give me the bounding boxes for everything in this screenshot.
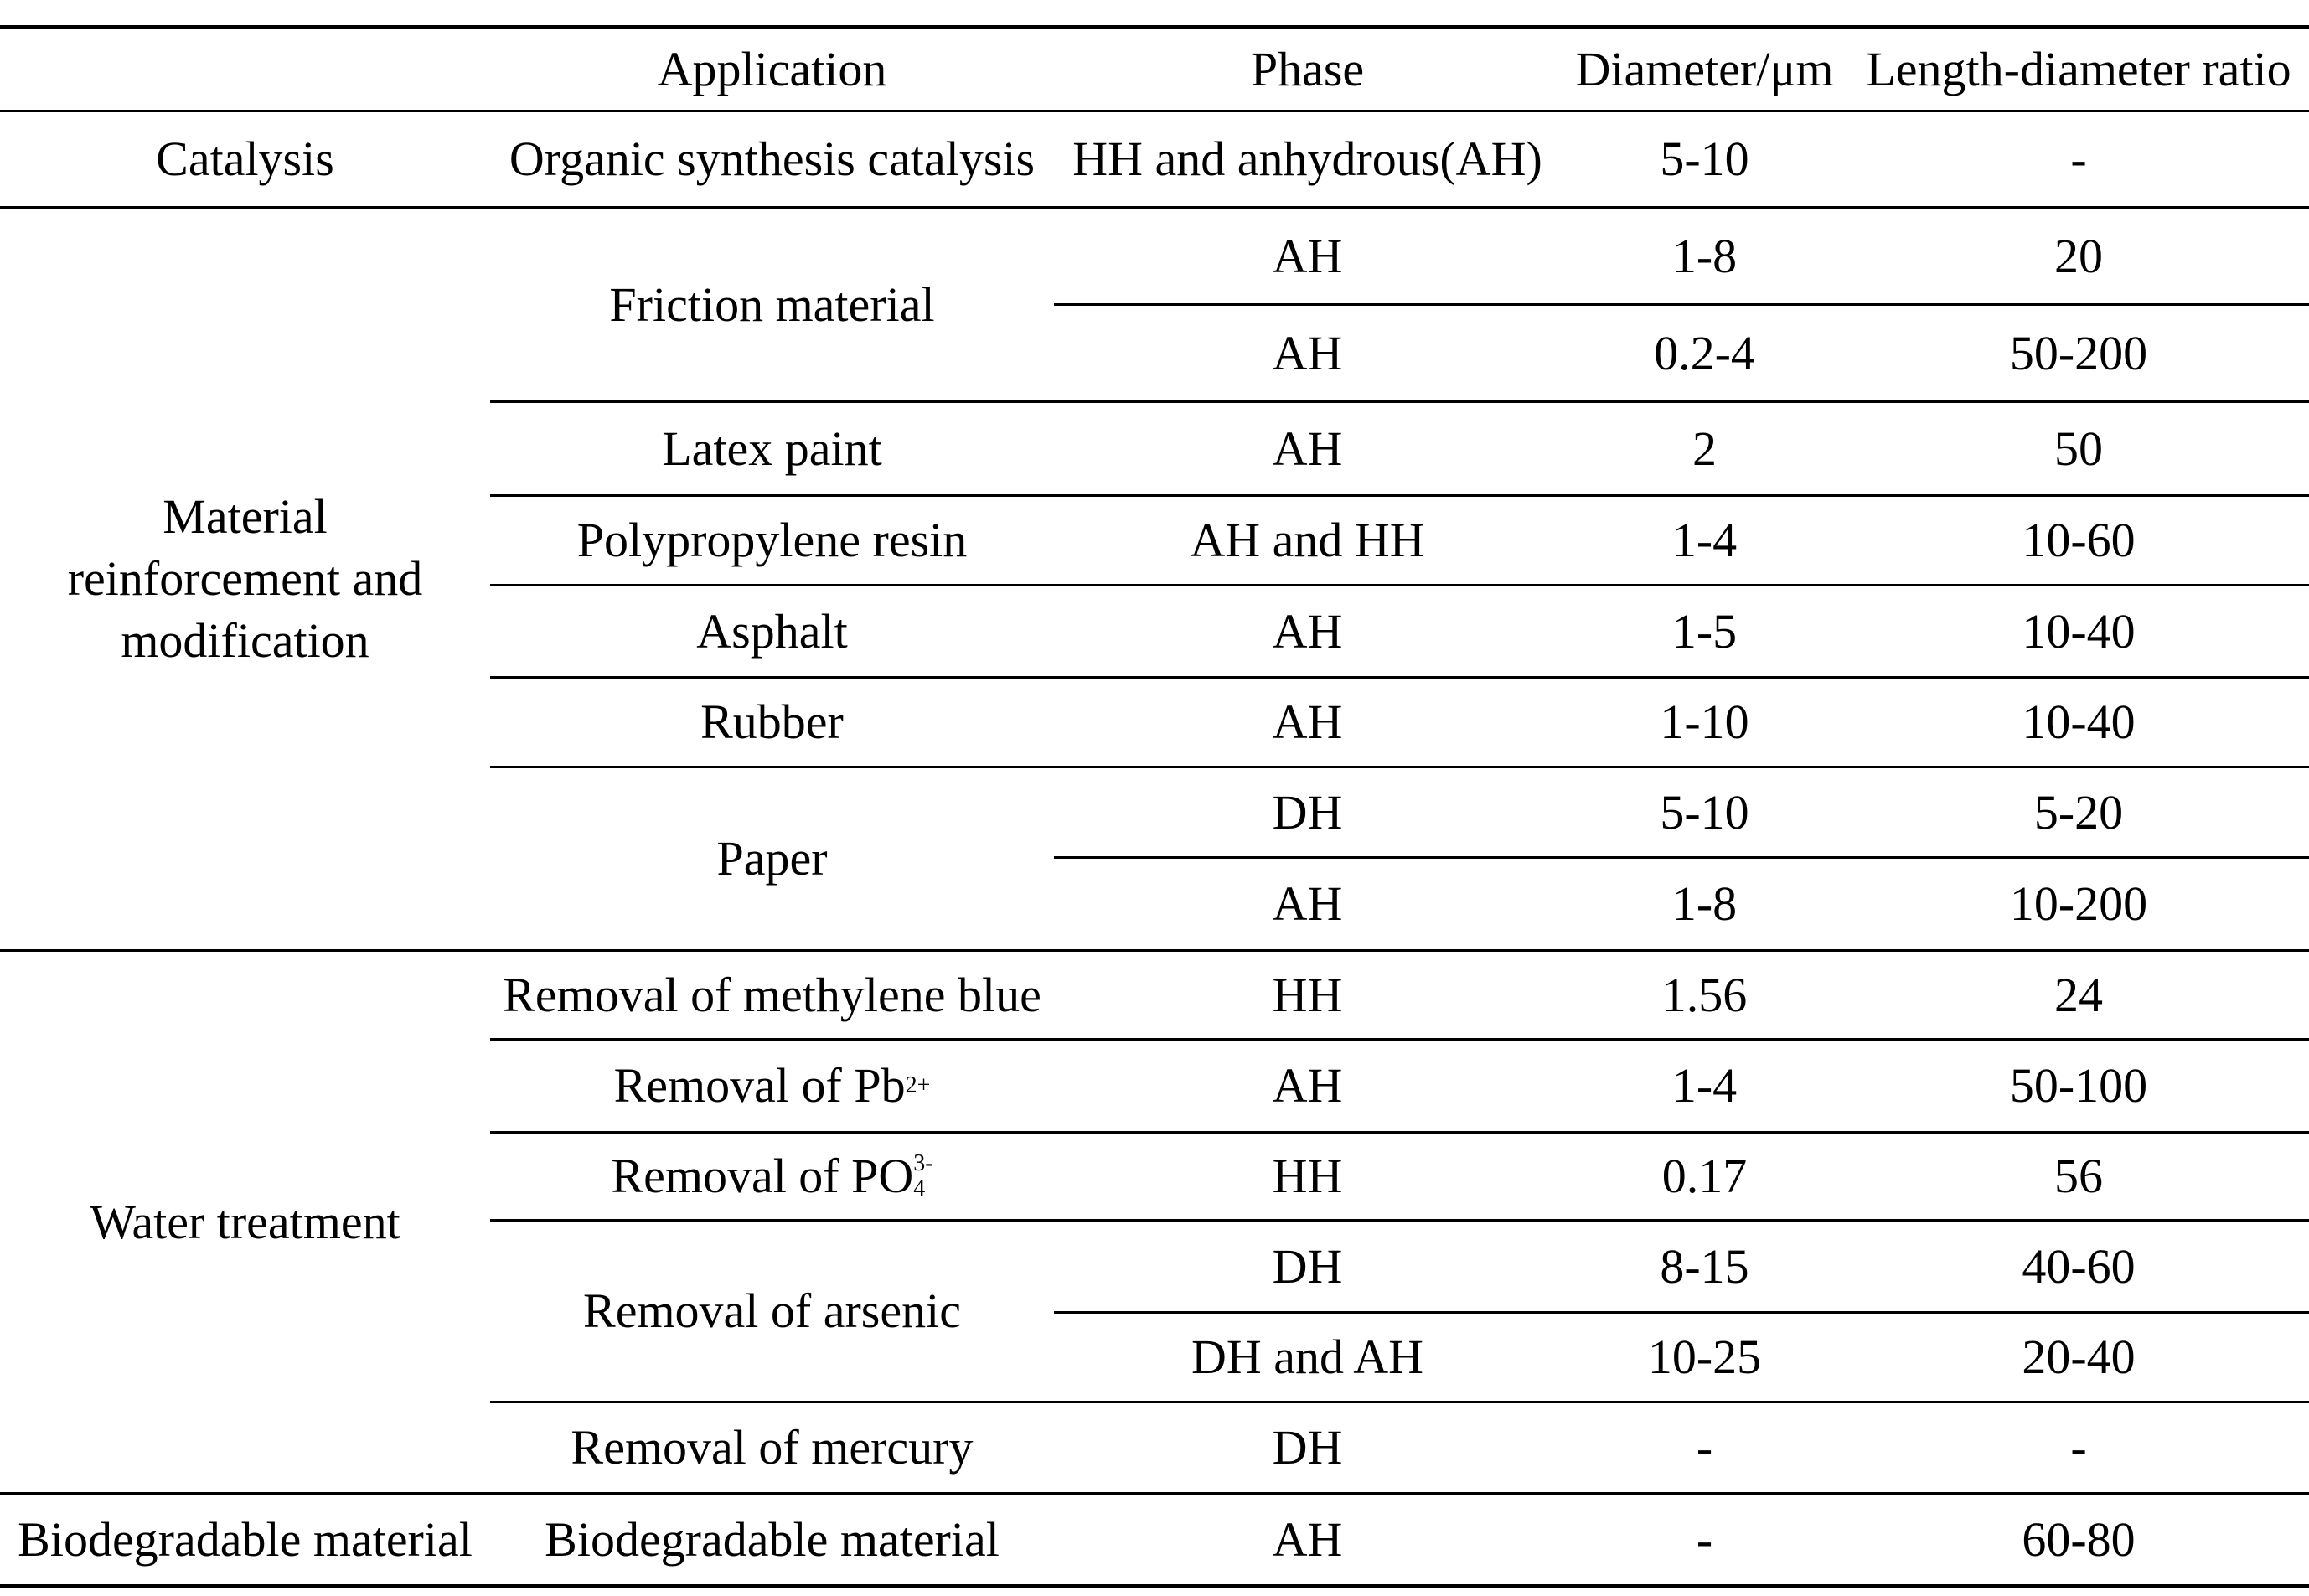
header-category [0,25,490,112]
phase-cell: AH [1054,1495,1561,1588]
application-paper: Paper [490,768,1054,952]
ratio-cell: - [1848,112,2309,209]
ratio-cell: 10-60 [1848,497,2309,586]
diameter-cell: 1-8 [1561,209,1848,306]
phase-cell: AH [1054,679,1561,768]
phase-cell: DH and AH [1054,1314,1561,1403]
ratio-cell: 20-40 [1848,1314,2309,1403]
application-biodegradable: Biodegradable material [490,1495,1054,1588]
ratio-cell: - [1848,1403,2309,1495]
ratio-cell: 20 [1848,209,2309,306]
phase-cell: AH [1054,859,1561,952]
applications-table [0,25,2309,1588]
diameter-cell: 1-5 [1561,586,1848,679]
diameter-cell: 1-4 [1561,1041,1848,1134]
ratio-cell: 40-60 [1848,1222,2309,1314]
phase-cell: AH [1054,1041,1561,1134]
diameter-cell: 1-8 [1561,859,1848,952]
diameter-cell: - [1561,1495,1848,1588]
category-label: Material reinforcement and modification [67,489,423,668]
phase-cell: DH [1054,1222,1561,1314]
application-methylene-blue: Removal of methylene blue [490,952,1054,1041]
ratio-cell: 56 [1848,1134,2309,1222]
application-removal-po4 [490,1134,1054,1222]
diameter-cell: 1-10 [1561,679,1848,768]
phase-cell: AH [1054,306,1561,403]
ratio-cell: 60-80 [1848,1495,2309,1588]
category-biodegradable: Biodegradable material [0,1495,490,1588]
diameter-cell: 5-10 [1561,768,1848,859]
application-name: Removal of PO [611,1149,914,1204]
phase-cell: HH and anhydrous(AH) [1054,112,1561,209]
category-material-reinforcement [0,209,490,952]
application-removal-mercury: Removal of mercury [490,1403,1054,1495]
ratio-cell: 50-200 [1848,306,2309,403]
application-removal-pb [490,1041,1054,1134]
ratio-cell: 50-100 [1848,1041,2309,1134]
ion-count-subscript: 4 [913,1175,926,1201]
application-friction-material: Friction material [490,209,1054,403]
diameter-cell: 2 [1561,403,1848,497]
diameter-cell: 0.17 [1561,1134,1848,1222]
header-ratio: Length-diameter ratio [1848,25,2309,112]
application-organic-synthesis: Organic synthesis catalysis [490,112,1054,209]
ratio-cell: 24 [1848,952,2309,1041]
header-application: Application [490,25,1054,112]
diameter-cell: 5-10 [1561,112,1848,209]
phase-cell: HH [1054,1134,1561,1222]
application-latex-paint: Latex paint [490,403,1054,497]
phase-cell: HH [1054,952,1561,1041]
ratio-cell: 50 [1848,403,2309,497]
diameter-cell: - [1561,1403,1848,1495]
diameter-cell: 10-25 [1561,1314,1848,1403]
ion-charge-superscript: 3- [913,1150,933,1176]
category-catalysis: Catalysis [0,112,490,209]
ratio-cell: 10-200 [1848,859,2309,952]
application-name: Removal of Pb [613,1058,906,1113]
phase-cell: DH [1054,1403,1561,1495]
header-phase: Phase [1054,25,1561,112]
category-water-treatment: Water treatment [0,952,490,1495]
ion-charge-superscript: 2+ [905,1072,931,1098]
phase-cell: AH [1054,403,1561,497]
ratio-cell: 10-40 [1848,586,2309,679]
diameter-cell: 8-15 [1561,1222,1848,1314]
application-rubber: Rubber [490,679,1054,768]
phase-cell: DH [1054,768,1561,859]
ion-sub-superscript [913,1151,932,1201]
diameter-cell: 0.2-4 [1561,306,1848,403]
application-asphalt: Asphalt [490,586,1054,679]
ratio-cell: 10-40 [1848,679,2309,768]
diameter-cell: 1-4 [1561,497,1848,586]
ratio-cell: 5-20 [1848,768,2309,859]
application-removal-arsenic: Removal of arsenic [490,1222,1054,1403]
header-diameter: Diameter/μm [1561,25,1848,112]
application-polypropylene-resin: Polypropylene resin [490,497,1054,586]
phase-cell: AH and HH [1054,497,1561,586]
phase-cell: AH [1054,586,1561,679]
diameter-cell: 1.56 [1561,952,1848,1041]
phase-cell: AH [1054,209,1561,306]
